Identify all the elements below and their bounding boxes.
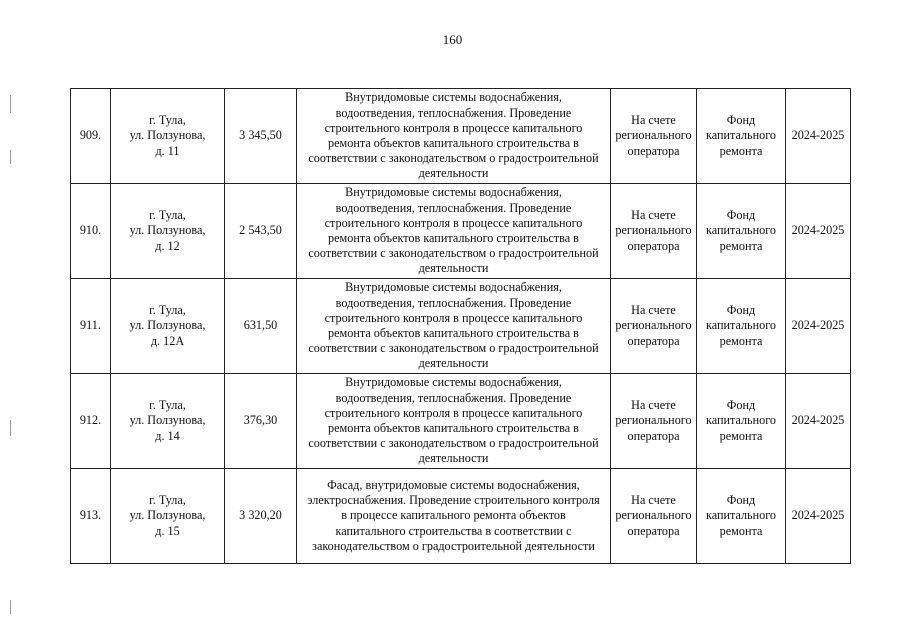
works-description-line: Внутридомовые системы водоснабжения, — [345, 90, 562, 105]
works-description-cell — [297, 374, 611, 469]
address-line: д. 14 — [155, 428, 180, 443]
works-description-line: водоотведения, теплоснабжения. Проведение — [335, 200, 572, 215]
works-description-line: ремонта объектов капитального строительства в — [328, 136, 579, 150]
address-cell — [111, 279, 225, 374]
account-line: регионального — [615, 413, 692, 428]
works-description-line: ремонта объектов капитального строительства в — [328, 421, 579, 435]
account-cell — [611, 89, 697, 184]
works-description-line: соответствии с законодательством о градостроительной — [308, 246, 599, 261]
area-text: 3 345,50 — [239, 128, 282, 143]
account-line: На счете — [631, 398, 676, 413]
area-cell — [225, 469, 297, 564]
table-row — [71, 374, 851, 469]
works-description-cell — [297, 184, 611, 279]
works-description-line: водоотведения, теплоснабжения. Проведение — [335, 295, 572, 310]
works-description-line: водоотведения, теплоснабжения. Проведение — [335, 390, 572, 405]
address-cell — [111, 184, 225, 279]
address-line: г. Тула, — [149, 208, 186, 223]
row-number-cell — [71, 469, 111, 564]
period-text: 2024-2025 — [791, 413, 845, 428]
account-line: регионального — [615, 128, 692, 143]
funding-source-line: капитального — [705, 223, 777, 238]
works-description-line: соответствии с законодательством о градостроительной — [308, 341, 599, 356]
works-description-cell — [297, 279, 611, 374]
area-text: 2 543,50 — [239, 223, 282, 238]
funding-source-line: ремонта — [719, 428, 763, 443]
funding-source-line: капитального — [705, 508, 777, 523]
address-line: г. Тула, — [149, 113, 186, 128]
account-line: На счете — [631, 493, 676, 508]
repair-schedule-table — [70, 88, 851, 564]
works-description-line: законодательством о градостроительной деятельности — [312, 538, 595, 553]
address-line: ул. Ползунова, — [129, 128, 206, 143]
row-number-cell — [71, 374, 111, 469]
address-line: д. 12А — [150, 333, 185, 348]
funding-source-cell — [697, 89, 786, 184]
row-number-text: 910. — [79, 223, 102, 238]
area-text: 376,30 — [243, 413, 278, 428]
address-line: д. 11 — [155, 143, 180, 158]
address-line: г. Тула, — [149, 303, 186, 318]
address-cell — [111, 374, 225, 469]
row-number-text: 909. — [79, 128, 102, 143]
works-description-line: строительного контроля в процессе капитального — [324, 310, 583, 325]
funding-source-line: ремонта — [719, 238, 763, 253]
account-line: регионального — [615, 318, 692, 333]
works-description-line: строительного контроля в процессе капитального — [324, 120, 583, 135]
account-line: оператора — [627, 333, 680, 348]
area-cell — [225, 184, 297, 279]
works-description-line: Внутридомовые системы водоснабжения, — [345, 375, 562, 390]
account-cell — [611, 279, 697, 374]
margin-mark — [10, 420, 11, 436]
address-line: д. 12 — [155, 238, 180, 253]
works-description-line: соответствии с законодательством о градостроительной — [308, 151, 599, 166]
account-cell — [611, 469, 697, 564]
funding-source-cell — [697, 469, 786, 564]
account-line: оператора — [627, 428, 680, 443]
row-number-cell — [71, 279, 111, 374]
address-line: ул. Ползунова, — [129, 413, 206, 428]
funding-source-line: ремонта — [719, 333, 763, 348]
account-line: На счете — [631, 208, 676, 223]
table-body — [71, 89, 851, 564]
address-cell — [111, 89, 225, 184]
funding-source-line: капитального — [705, 318, 777, 333]
funding-source-line: Фонд — [726, 113, 756, 128]
address-line: ул. Ползунова, — [129, 223, 206, 238]
account-line: регионального — [615, 508, 692, 523]
funding-source-line: капитального — [705, 128, 777, 143]
account-line: оператора — [627, 238, 680, 253]
funding-source-line: ремонта — [719, 143, 763, 158]
margin-mark — [10, 150, 11, 164]
area-text: 3 320,20 — [239, 508, 282, 523]
works-description-cell — [297, 89, 611, 184]
works-description-line: в процессе капитального ремонта объектов — [341, 508, 566, 523]
works-description-line: деятельности — [418, 451, 489, 466]
table-row — [71, 89, 851, 184]
works-description-line: строительного контроля в процессе капитального — [324, 405, 583, 420]
works-description-line: деятельности — [418, 166, 489, 181]
period-text: 2024-2025 — [791, 223, 845, 238]
row-number-text: 911. — [80, 318, 101, 333]
funding-source-line: Фонд — [726, 303, 756, 318]
period-cell — [786, 374, 851, 469]
address-line: г. Тула, — [149, 493, 186, 508]
period-text: 2024-2025 — [791, 128, 845, 143]
account-line: оператора — [627, 523, 680, 538]
margin-mark — [10, 600, 11, 614]
row-number-cell — [71, 184, 111, 279]
works-description-cell — [297, 469, 611, 564]
period-cell — [786, 89, 851, 184]
account-cell — [611, 184, 697, 279]
row-number-text: 913. — [79, 508, 102, 523]
area-cell — [225, 279, 297, 374]
works-description-line: ремонта объектов капитального строительства в — [328, 231, 579, 245]
table-row — [71, 279, 851, 374]
works-description-line: водоотведения, теплоснабжения. Проведение — [335, 105, 572, 120]
works-description-line: Внутридомовые системы водоснабжения, — [345, 280, 562, 295]
works-description-line: Фасад, внутридомовые системы водоснабжения, — [327, 477, 580, 492]
works-description-line: ремонта объектов капитального строительства в — [328, 326, 579, 340]
period-cell — [786, 184, 851, 279]
area-cell — [225, 89, 297, 184]
period-cell — [786, 279, 851, 374]
table-row — [71, 184, 851, 279]
funding-source-line: капитального — [705, 413, 777, 428]
funding-source-line: Фонд — [726, 398, 756, 413]
period-cell — [786, 469, 851, 564]
funding-source-cell — [697, 374, 786, 469]
address-line: д. 15 — [155, 523, 180, 538]
funding-source-cell — [697, 184, 786, 279]
area-cell — [225, 374, 297, 469]
period-text: 2024-2025 — [791, 508, 845, 523]
funding-source-line: Фонд — [726, 493, 756, 508]
works-description-line: строительного контроля в процессе капитального — [324, 215, 583, 230]
address-cell — [111, 469, 225, 564]
address-line: г. Тула, — [149, 398, 186, 413]
account-line: На счете — [631, 113, 676, 128]
area-text: 631,50 — [243, 318, 278, 333]
funding-source-line: ремонта — [719, 523, 763, 538]
funding-source-line: Фонд — [726, 208, 756, 223]
account-line: оператора — [627, 143, 680, 158]
account-line: На счете — [631, 303, 676, 318]
works-description-line: соответствии с законодательством о градостроительной — [308, 436, 599, 451]
works-description-line: электроснабжения. Проведение строительного контроля — [307, 493, 600, 508]
funding-source-cell — [697, 279, 786, 374]
table-row — [71, 469, 851, 564]
works-description-line: Внутридомовые системы водоснабжения, — [345, 185, 562, 200]
works-description-line: деятельности — [418, 356, 489, 371]
address-line: ул. Ползунова, — [129, 508, 206, 523]
row-number-cell — [71, 89, 111, 184]
account-cell — [611, 374, 697, 469]
works-description-line: капитального строительства в соответствии с — [335, 523, 572, 538]
account-line: регионального — [615, 223, 692, 238]
page-number: 160 — [442, 32, 463, 47]
margin-mark — [10, 95, 11, 113]
period-text: 2024-2025 — [791, 318, 845, 333]
address-line: ул. Ползунова, — [129, 318, 206, 333]
row-number-text: 912. — [79, 413, 102, 428]
works-description-line: деятельности — [418, 261, 489, 276]
